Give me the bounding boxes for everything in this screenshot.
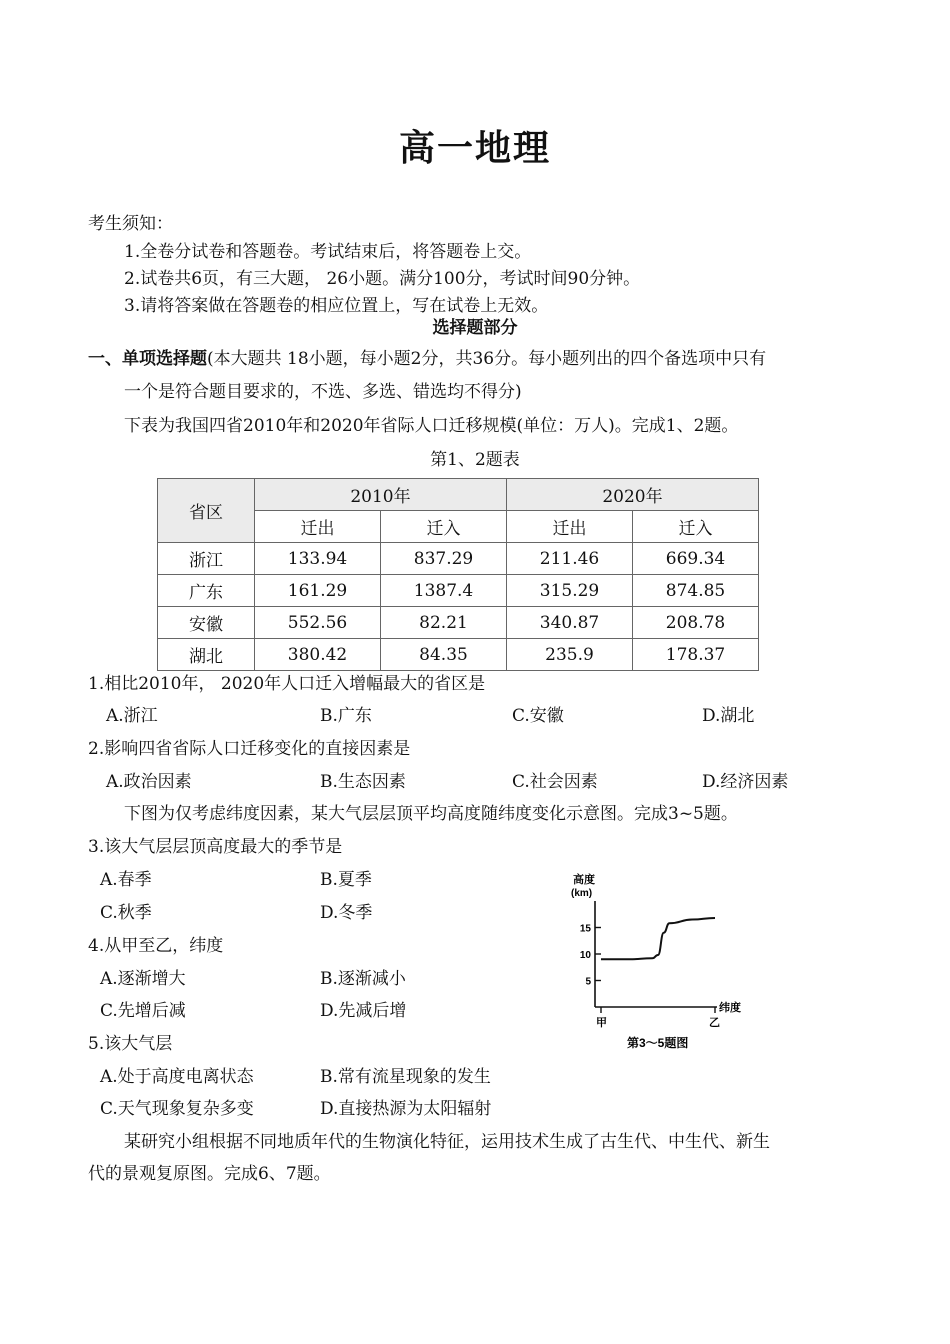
cell-value: 340.87 xyxy=(507,607,633,639)
header-year-2010: 2010年 xyxy=(255,479,507,511)
part1-label: 一、单项选择题 xyxy=(88,349,207,369)
cell-value: 161.29 xyxy=(255,575,381,607)
chart-caption: 第3～5题图 xyxy=(627,1036,689,1050)
question-2-option-a: A.政治因素 xyxy=(106,772,192,792)
notice-item: 3.请将答案做在答题卷的相应位置上，写在试卷上无效。 xyxy=(124,296,549,316)
notice-heading: 考生须知： xyxy=(88,214,173,234)
x-axis-label: 纬度 xyxy=(719,1002,741,1014)
section-title: 选择题部分 xyxy=(432,318,518,338)
question-1-option-b: B.广东 xyxy=(320,706,372,726)
notice-item: 2.试卷共6页，有三大题， 26小题。满分100分，考试时间90分钟。 xyxy=(124,269,641,289)
cell-value: 837.29 xyxy=(381,543,507,575)
question-5-option-b: B.常有流星现象的发生 xyxy=(320,1067,491,1087)
series-line xyxy=(601,918,715,959)
question-4-option-c: C.先增后减 xyxy=(100,1001,186,1021)
cell-value: 208.78 xyxy=(633,607,759,639)
question-1-option-c: C.安徽 xyxy=(512,706,564,726)
question-5-stem: 5.该大气层 xyxy=(88,1034,173,1054)
cell-value: 133.94 xyxy=(255,543,381,575)
cell-value: 669.34 xyxy=(633,543,759,575)
cell-province: 广东 xyxy=(158,575,255,607)
question-4-option-a: A.逐渐增大 xyxy=(100,969,186,989)
table-row xyxy=(158,575,759,607)
y-tick-label: 10 xyxy=(579,950,591,961)
question-1-stem: 1.相比2010年， 2020年人口迁入增幅最大的省区是 xyxy=(88,674,486,694)
y-ticks xyxy=(580,924,601,988)
header-in: 迁入 xyxy=(633,511,759,543)
page-title: 高一地理 xyxy=(398,127,551,169)
part1-desc-line2: 一个是符合题目要求的，不选、多选、错选均不得分) xyxy=(124,382,522,402)
question-3-option-b: B.夏季 xyxy=(320,870,372,890)
question-2-option-d: D.经济因素 xyxy=(702,772,789,792)
header-year-2020: 2020年 xyxy=(507,479,759,511)
y-axis-label-line2: (km) xyxy=(571,888,593,899)
cell-value: 211.46 xyxy=(507,543,633,575)
question-5-option-d: D.直接热源为太阳辐射 xyxy=(320,1099,492,1119)
table-row xyxy=(158,543,759,575)
cell-province: 湖北 xyxy=(158,639,255,671)
cell-province: 浙江 xyxy=(158,543,255,575)
question-5-option-c: C.天气现象复杂多变 xyxy=(100,1099,254,1119)
y-axis-label-line1: 高度 xyxy=(573,874,595,886)
question-3-option-c: C.秋季 xyxy=(100,903,152,923)
question-3-option-a: A.春季 xyxy=(100,870,152,890)
chart-intro: 下图为仅考虑纬度因素，某大气层层顶平均高度随纬度变化示意图。完成3~5题。 xyxy=(124,804,738,824)
question-1-option-a: A.浙江 xyxy=(106,706,158,726)
question-3-option-d: D.冬季 xyxy=(320,903,373,923)
cell-value: 315.29 xyxy=(507,575,633,607)
start-label: 甲 xyxy=(596,1017,607,1029)
header-out: 迁出 xyxy=(507,511,633,543)
part1-desc: (本大题共 18小题，每小题2分，共36分。每小题列出的四个备选项中只有 xyxy=(207,349,767,369)
cell-value: 84.35 xyxy=(381,639,507,671)
header-out: 迁出 xyxy=(255,511,381,543)
question-1-option-d: D.湖北 xyxy=(702,706,755,726)
cell-value: 235.9 xyxy=(507,639,633,671)
question-5-option-a: A.处于高度电离状态 xyxy=(100,1067,254,1087)
table-intro: 下表为我国四省2010年和2020年省际人口迁移规模(单位：万人)。完成1、2题。 xyxy=(124,416,739,436)
question-4-stem: 4.从甲至乙，纬度 xyxy=(88,936,224,956)
question-3-stem: 3.该大气层层顶高度最大的季节是 xyxy=(88,837,343,857)
question-4-option-b: B.逐渐减小 xyxy=(320,969,406,989)
cell-value: 82.21 xyxy=(381,607,507,639)
table-caption: 第1、2题表 xyxy=(430,450,520,470)
closing-line2: 代的景观复原图。完成6、7题。 xyxy=(88,1164,331,1184)
table-row xyxy=(158,639,759,671)
question-2-option-b: B.生态因素 xyxy=(320,772,406,792)
end-label: 乙 xyxy=(709,1017,720,1029)
y-tick-label: 15 xyxy=(579,923,591,935)
question-2-stem: 2.影响四省省际人口迁移变化的直接因素是 xyxy=(88,739,411,759)
cell-value: 380.42 xyxy=(255,639,381,671)
header-province: 省区 xyxy=(158,479,255,543)
cell-value: 1387.4 xyxy=(381,575,507,607)
cell-value: 552.56 xyxy=(255,607,381,639)
cell-province: 安徽 xyxy=(158,607,255,639)
migration-table xyxy=(157,478,759,671)
notice-item: 1.全卷分试卷和答题卷。考试结束后，将答题卷上交。 xyxy=(124,242,532,262)
cell-value: 874.85 xyxy=(633,575,759,607)
question-4-option-d: D.先减后增 xyxy=(320,1001,407,1021)
altitude-latitude-chart xyxy=(555,865,765,1060)
table-row xyxy=(158,607,759,639)
header-in: 迁入 xyxy=(381,511,507,543)
closing-line1: 某研究小组根据不同地质年代的生物演化特征，运用技术生成了古生代、中生代、新生 xyxy=(124,1132,770,1152)
part1-heading xyxy=(88,347,766,371)
question-2-option-c: C.社会因素 xyxy=(512,772,598,792)
y-tick-label: 5 xyxy=(585,976,591,988)
cell-value: 178.37 xyxy=(633,639,759,671)
